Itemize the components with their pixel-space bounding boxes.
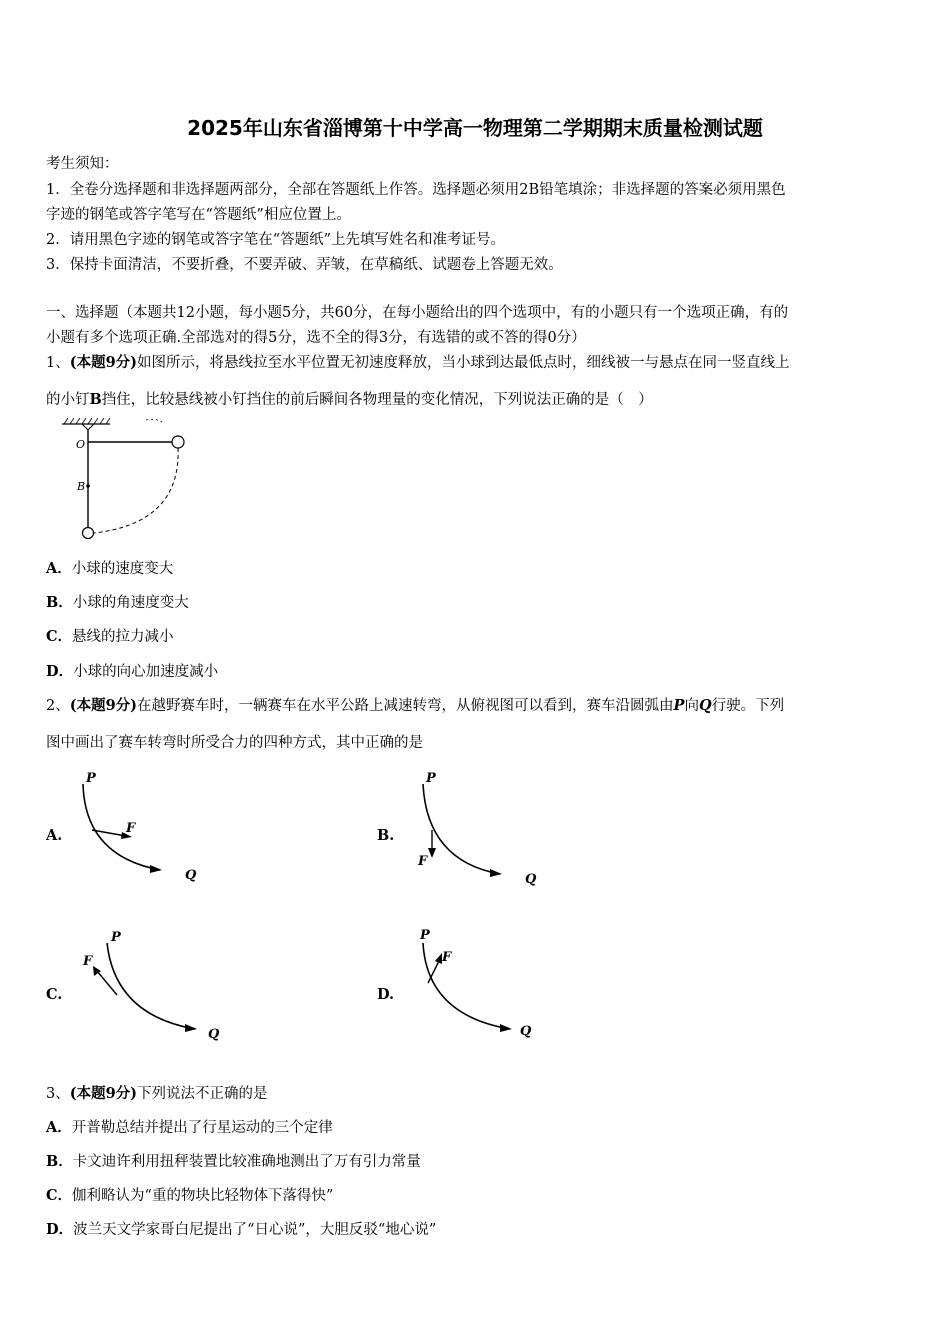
- q2-text-1c: 行驶。下列: [711, 698, 785, 714]
- page-title: 2025年山东省淄博第十中学高一物理第二学期期末质量检测试题: [187, 116, 763, 140]
- q2-figure-a: [70, 766, 210, 886]
- q2-option-c-label: C.: [46, 986, 63, 1003]
- q2-text-P: P: [673, 697, 685, 714]
- q1-text-2a: 的小钉: [46, 392, 90, 408]
- q2-d-label-F: F: [442, 950, 452, 965]
- q3-option-a-text: 开普勒总结并提出了行星运动的三个定律: [71, 1120, 333, 1136]
- q3-option-c: [46, 1184, 916, 1205]
- q1-label-O: O: [76, 438, 86, 451]
- q2-a-label-Q: Q: [185, 868, 197, 883]
- q2-text-1a: 在越野赛车时，一辆赛车在水平公路上减速转弯，从俯视图可以看到，赛车沿圆弧由: [137, 698, 674, 714]
- q2-stem-line2: 图中画出了赛车转弯时所受合力的四种方式，其中正确的是: [46, 735, 423, 751]
- q2-stem-line1: [46, 694, 916, 715]
- q1-text-2b: B: [89, 391, 102, 408]
- q3-option-d-label: D．: [46, 1221, 74, 1238]
- q1-option-a-text: 小球的速度变大: [71, 561, 174, 577]
- q2-option-b-label: B.: [377, 827, 395, 844]
- q1-option-d: [46, 660, 916, 681]
- q3-option-b: [46, 1150, 916, 1171]
- q1-option-c-label: C．: [46, 628, 73, 645]
- q2-option-d-label: D.: [377, 986, 395, 1003]
- q2-figure-d: [410, 925, 550, 1045]
- section-instructions-1: 一、选择题（本题共12小题，每小题5分，共60分，在每小题给出的四个选项中，有的小题只有一个选项正确，有的: [46, 305, 789, 321]
- notice-item-2: 2．请用黑色字迹的钢笔或答字笔在“答题纸”上先填写姓名和准考证号。: [46, 232, 506, 248]
- q1-score: (本题9分): [69, 354, 138, 371]
- q2-b-label-Q: Q: [525, 872, 537, 886]
- q1-stem-line2: [46, 388, 916, 409]
- q2-number: 2、: [46, 698, 70, 714]
- q2-option-a-label: A.: [46, 827, 63, 844]
- q1-text-2c: 挡住，比较悬线被小钉挡住的前后瞬间各物理量的变化情况，下列说法正确的是（ ）: [101, 392, 653, 408]
- q1-option-a-label: A．: [46, 560, 72, 577]
- q2-a-label-F: F: [126, 821, 136, 836]
- q1-option-d-label: D．: [46, 663, 74, 680]
- q3-option-b-text: 卡文迪许利用扭秤装置比较准确地测出了万有引力常量: [72, 1154, 421, 1170]
- q2-a-label-P: P: [86, 771, 96, 786]
- q1-stem-line1: [46, 351, 916, 372]
- q1-text-1: 如图所示，将悬线拉至水平位置无初速度释放，当小球到达最低点时，细线被一与悬点在同一竖直线上: [137, 355, 790, 371]
- notice-heading: 考生须知：: [46, 156, 119, 172]
- q1-option-b: [46, 591, 916, 612]
- q2-d-label-Q: Q: [520, 1024, 532, 1039]
- section-instructions-2: 小题有多个选项正确.全部选对的得5分，选不全的得3分，有选错的或不答的得0分）: [46, 330, 586, 346]
- q3-option-d: [46, 1218, 916, 1239]
- q3-number: 3、: [46, 1086, 70, 1102]
- q1-option-c-text: 悬线的拉力减小: [72, 629, 174, 645]
- q2-d-label-P: P: [420, 928, 430, 943]
- q2-text-Q: Q: [698, 697, 712, 714]
- q1-option-b-label: B．: [46, 594, 73, 611]
- q2-c-label-Q: Q: [208, 1027, 220, 1042]
- q3-option-a-label: A．: [46, 1119, 72, 1136]
- q2-b-label-F: F: [418, 854, 428, 869]
- q2-c-label-F: F: [83, 954, 93, 969]
- q1-option-a: [46, 557, 916, 578]
- q1-option-b-text: 小球的角速度变大: [72, 595, 189, 611]
- q3-stem: [46, 1082, 916, 1103]
- q1-option-d-text: 小球的向心加速度减小: [73, 664, 219, 680]
- notice-item-1a: 1．全卷分选择题和非选择题两部分，全部在答题纸上作答。选择题必须用2B铅笔填涂；非选择题的答案必须用黑色: [46, 182, 786, 198]
- q1-option-c: [46, 625, 916, 646]
- q3-option-d-text: 波兰天文学家哥白尼提出了“日心说”，大胆反驳“地心说”: [73, 1222, 437, 1238]
- notice-item-3: 3．保持卡面清洁，不要折叠，不要弄破、弄皱，在草稿纸、试题卷上答题无效。: [46, 257, 563, 273]
- q2-figure-c: [75, 925, 225, 1045]
- q1-number: 1、: [46, 355, 70, 371]
- q3-option-b-label: B．: [46, 1153, 73, 1170]
- q2-score: (本题9分): [69, 697, 138, 714]
- q3-option-c-label: C．: [46, 1187, 73, 1204]
- q2-c-label-P: P: [111, 930, 121, 945]
- q1-label-B: B: [77, 480, 86, 493]
- q2-b-label-P: P: [426, 771, 436, 786]
- q3-option-a: [46, 1116, 916, 1137]
- q3-stem-text: 下列说法不正确的是: [137, 1086, 268, 1102]
- q3-option-c-text: 伽利略认为“重的物块比轻物体下落得快”: [72, 1188, 334, 1204]
- q2-text-1b: 向: [684, 698, 699, 714]
- q3-score: (本题9分): [69, 1085, 138, 1102]
- q1-figure-pendulum: [56, 418, 196, 543]
- notice-item-1b: 字迹的钢笔或答字笔写在“答题纸”相应位置上。: [46, 207, 351, 223]
- q2-figure-b: [410, 766, 550, 886]
